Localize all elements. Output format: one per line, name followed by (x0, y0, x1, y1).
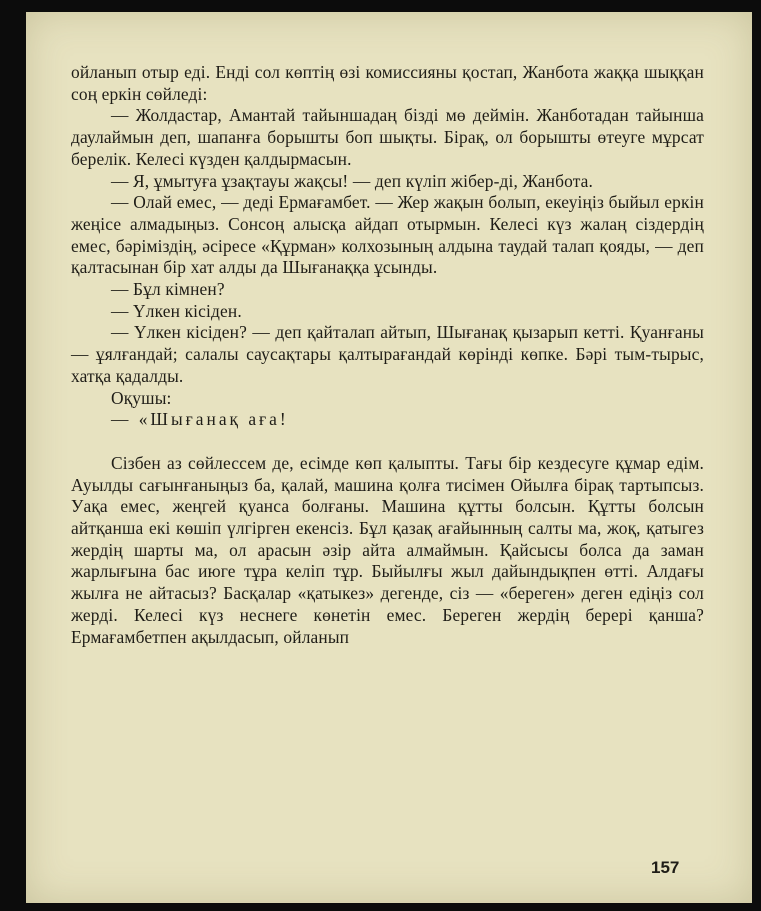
paragraph: ойланып отыр еді. Енді сол көптің өзі комиссияны қостап, Жанбота жаққа шыққан соң еркін сөйледі: (71, 62, 704, 104)
letter-salutation: — «Шығанақ аға! (111, 409, 289, 430)
book-page (26, 12, 752, 903)
page-number: 157 (651, 858, 680, 877)
paragraph: — Олай емес, — деді Ермағамбет. — Жер жақын болып, екеуіңіз быйыл еркін жеңісе алмадыңыз. Сонсоң алысқа айдап отырмын. Келесі күз жалаң сіздердің емес, бәріміздің, әсіресе «Құрман» колхозының алдына таудай талап қояды, — деп қалтасынан бір хат алды да Шығанаққа ұсынды. (71, 192, 704, 278)
body-text (71, 62, 704, 648)
paragraph: — Бұл кімнен? (111, 279, 225, 300)
paragraph: — Я, ұмытуға ұзақтауы жақсы! — деп күліп жібер-ді, Жанбота. (111, 170, 594, 191)
paragraph: — Жолдастар, Амантай тайыншадаң бізді мө деймін. Жанботадан тайынша даулаймын деп, шапанға борышты боп шықты. Бірақ, ол борышты өтеуге мұрсат берелік. Келесі күзден қалдырмасын. (71, 105, 704, 169)
paragraph: Оқушы: (111, 387, 172, 408)
paragraph: — Үлкен кісіден. (111, 300, 242, 321)
paragraph: Сізбен аз сөйлессем де, есімде көп қалыпты. Тағы бір кездесуге құмар едім. Ауылды сағынғаныңыз ба, қалай, машина қолға тисімен Ойылға бірақ тартыпсыз. Уақа емес, жеңгей қуанса болғаны. Машина құтты болсын. Құтты болсын айтқанша екі көшіп үлгірген екенсіз. Бұл қазақ ағайынның салты ма, жоқ, қатыгез жердің шарты ма, ол арасын әзір айта алмаймын. Қайсысы болса да заман жарлығына бас июге тұра келіп тұр. Быйылғы жыл дайындықпен өтті. Алдағы жылға не айтасыз? Басқалар «қатыкез» дегенде, сіз — «береген» деген едіңіз сол жерді. Келесі күз неснеге көнетін емес. Береген жердің берері қанша? Ермағамбетпен ақылдасып, ойланып (71, 452, 704, 647)
paragraph: — Үлкен кісіден? — деп қайталап айтып, Шығанақ қызарып кетті. Қуанғаны — ұялғандай; салалы саусақтары қалтырағандай көрінді көпке. Бәрі тым-тырыс, хатқа қадалды. (71, 322, 704, 386)
